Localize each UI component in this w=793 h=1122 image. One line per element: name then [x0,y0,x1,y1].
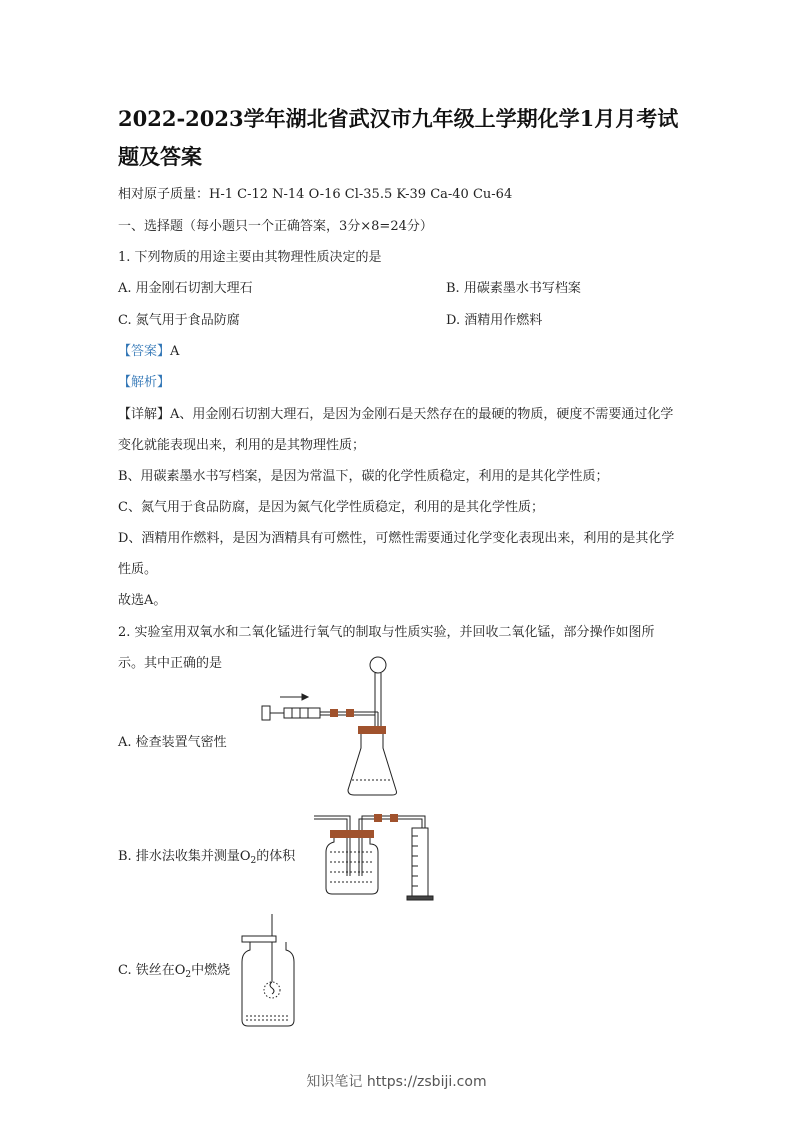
figure-water-displacement [310,806,445,902]
answer-tag: 【答案】 [118,344,171,359]
answer-value: A [170,344,180,359]
analysis-tag: 【解析】 [118,375,171,390]
q1-answer [118,343,179,361]
q2-stem: 2. 实验室用双氧水和二氧化锰进行氧气的制取与性质实验，并回收二氧化锰，部分操作如图所示。其中正确的是 [118,625,655,671]
detail-tag: 【详解】 [118,407,171,422]
q1-option-a: A. 用金刚石切割大理石 [118,281,253,296]
q1-stem: 1. 下列物质的用途主要由其物理性质决定的是 [118,250,382,265]
section-heading: 一、选择题（每小题只一个正确答案，3分×8=24分） [118,219,433,234]
q1-option-b: B. 用碳素墨水书写档案 [446,281,581,296]
footer-watermark: 知识笔记 https://zsbiji.com [306,1074,487,1090]
q1-detail-d: D、酒精用作燃料，是因为酒精具有可燃性，可燃性需要通过化学变化表现出来，利用的是其化学性质。 [118,531,675,577]
q2-option-c: C. 铁丝在$O_2$中燃烧 [118,963,231,980]
q1-detail-a [118,399,678,461]
q1-detail-c: C、氮气用于食品防腐，是因为氮气化学性质稳定，利用的是其化学性质； [118,500,544,515]
q1-option-c: C. 氮气用于食品防腐 [118,313,240,328]
q1-detail-b: B、用碳素墨水书写档案，是因为常温下，碳的化学性质稳定，利用的是其化学性质； [118,469,609,484]
page-title: 2022-2023学年湖北省武汉市九年级上学期化学1月月考试题及答案 [118,106,679,169]
q1-option-d: D. 酒精用作燃料 [446,313,543,328]
atomic-masses: 相对原子质量：H-1 C-12 N-14 O-16 Cl-35.5 K-39 Ca-40 Cu-64 [118,187,513,202]
figure-iron-wire-burning [236,912,306,1030]
detail-a-text: A、用金刚石切割大理石，是因为金刚石是天然存在的最硬的物质，硬度不需要通过化学变化就能表现出来，利用的是其物理性质； [118,407,674,453]
q2-option-a: A. 检查装置气密性 [118,735,227,750]
q2-option-b: B. 排水法收集并测量$O_2$的体积 [118,849,296,866]
q1-conclusion: 故选A。 [118,593,167,608]
figure-airtightness-check [258,652,398,802]
